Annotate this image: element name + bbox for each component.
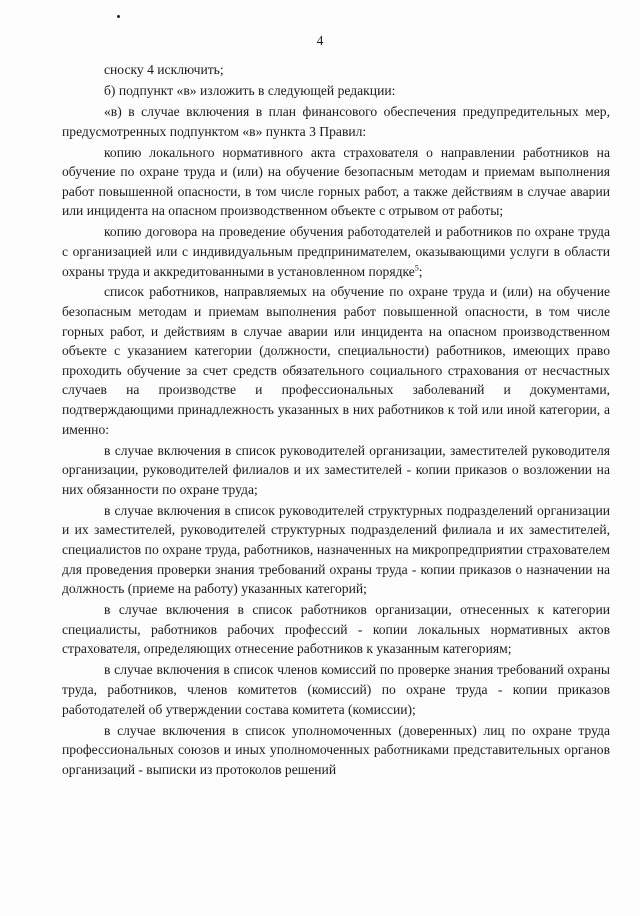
paragraph-text: копию договора на проведение обучения работодателей и работников по охране труда с организацией или с индивидуальным предпринимателем, оказывающими услуги в области охраны труда и аккредитованными в установленном порядке xyxy=(62,224,610,279)
paragraph-punctuation: ; xyxy=(418,263,423,279)
paragraph: копию локального нормативного акта страхователя о направлении работников на обучение по охране труда и (или) на обучение безопасным методам и приемам выполнения работ повышенной опасности, в том числе горных работ, а также действиям в случае аварии или инцидента на опасном производственном объекте с отрывом от работы; xyxy=(62,144,610,219)
paragraph: в случае включения в список руководителей организации, заместителей руководителя организации, руководителей филиалов и их заместителей - копии приказов о возложении на них обязанности по охране труда; xyxy=(62,442,610,497)
paragraph: в случае включения в список членов комиссий по проверке знания требований охраны труда, работников, членов комитетов (комиссий) по охране труда - копии приказов работодателей об утверждении состава комитета (комиссии); xyxy=(62,662,610,717)
document-body xyxy=(62,60,610,781)
paragraph: в случае включения в список уполномоченных (доверенных) лиц по охране труда профессиональных союзов и иных уполномоченных работниками представительных органов организаций - выписки из протоколов решений xyxy=(62,722,610,777)
scan-speck xyxy=(117,15,120,18)
paragraph: «в) в случае включения в план финансового обеспечения предупредительных мер, предусмотренных подпунктом «в» пункта 3 Правил: xyxy=(62,103,610,139)
paragraph-with-footnote xyxy=(62,222,610,281)
paragraph: сноску 4 исключить; xyxy=(104,62,224,77)
footnote-reference: 5 xyxy=(414,262,419,272)
paragraph: б) подпункт «в» изложить в следующей редакции: xyxy=(104,82,396,98)
paragraph: в случае включения в список работников организации, отнесенных к категории специалисты, работников рабочих профессий - копии локальных нормативных актов страхователя, определяющих отнесение работников к указанным категориям; xyxy=(62,602,610,657)
paragraph: в случае включения в список руководителей структурных подразделений организации и их заместителей, руководителей структурных подразделений филиала и их заместителей, специалистов по охране труда, работников, назначенных на микропредприятии страхователем для проведения проверки знания требований охраны труда - копии приказов о назначении на должность (приеме на работу) указанных категорий; xyxy=(62,502,610,597)
paragraph: список работников, направляемых на обучение по охране труда и (или) на обучение безопасным методам и приемам выполнения работ повышенной опасности, в том числе горных работ, и действиям в случае аварии или инцидента на опасном производственном объекте с указанием категории (должности, специальности) работников, имеющих право проходить обучение за счет средств обязательного социального страхования от несчастных случаев на производстве и профессиональных заболеваний и документами, подтверждающими принадлежность указанных в них работников к той или иной категории, а именно: xyxy=(62,284,610,437)
page-number: 4 xyxy=(316,33,324,48)
